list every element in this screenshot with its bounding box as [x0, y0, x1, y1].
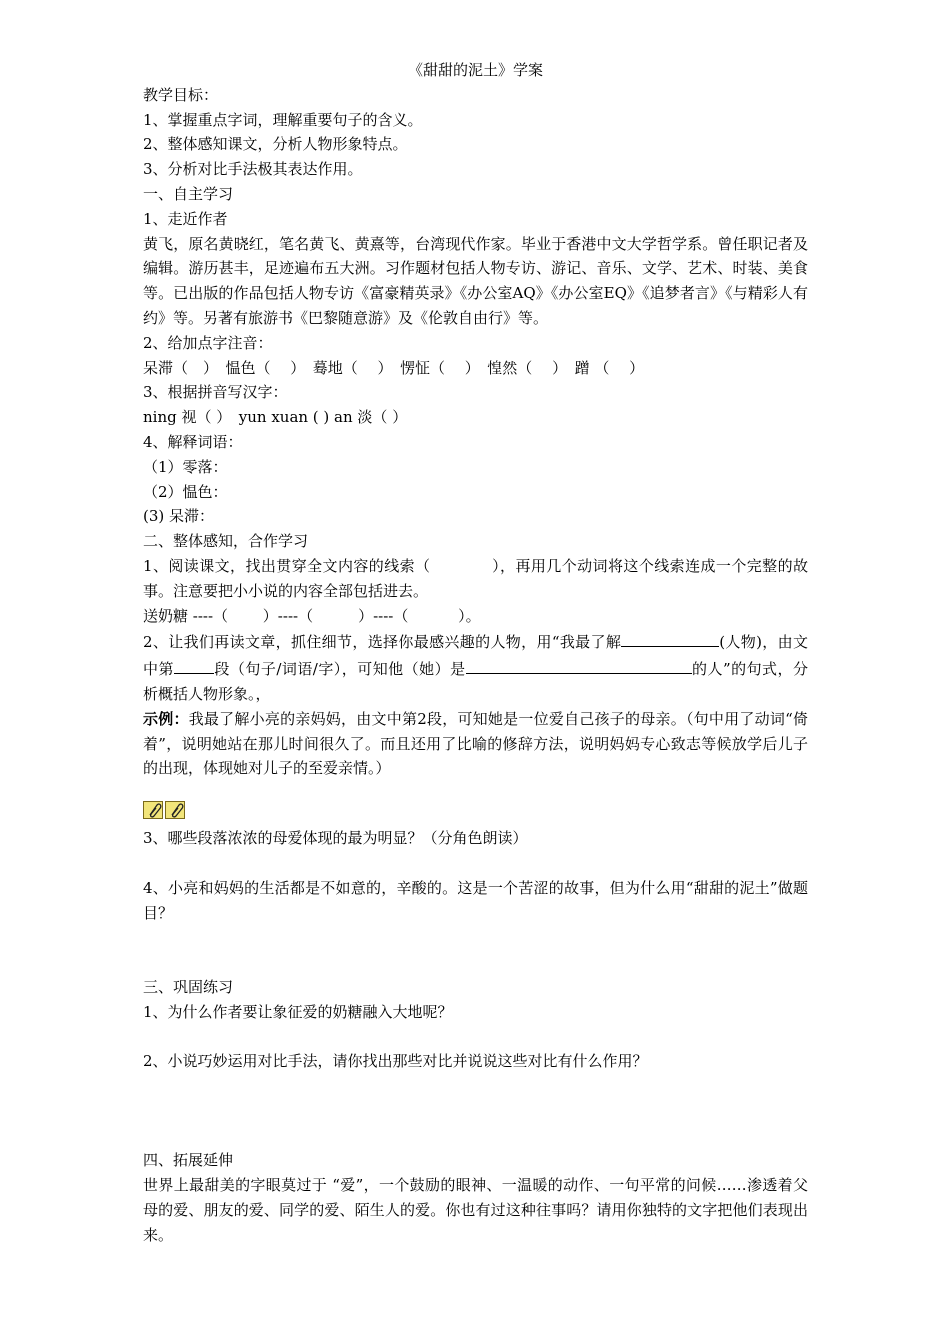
question-2-part: 2、让我们再读文章，抓住细节，选择你最感兴趣的人物，用“我最了解 — [143, 633, 622, 652]
objective-item: 1、掌握重点字词，理解重要句子的含义。 — [143, 110, 423, 129]
subsection-heading: 3、根据拼音写汉字： — [143, 383, 288, 402]
objectives-heading: 教学目标： — [143, 85, 219, 104]
objective-item: 3、分析对比手法极其表达作用。 — [143, 160, 363, 179]
example-text: 我最了解小亮的亲妈妈，由文中第2段，可知她是一位爱自己孩子的母亲。（句中用了动词“倚着”，说明她站在那儿时间很久了。而且还用了比喻的修辞方法，说明妈妈专心致志等候放学后儿子的出现，体现她对儿子的至爱亲情。） — [143, 709, 808, 778]
question-2-part: 段（句子/词语/字），可知他（她）是 — [213, 660, 466, 679]
answer-space — [143, 1099, 808, 1124]
section-heading: 二、整体感知，合作学习 — [143, 532, 309, 551]
subsection-heading: 1、走近作者 — [143, 209, 228, 228]
word-item: （1）零落： — [143, 457, 228, 476]
question-2-part: 的人”的句式，分析概括人物形象。， — [143, 660, 808, 703]
section-heading: 四、拓展延伸 — [143, 1151, 234, 1170]
answer-space — [143, 950, 808, 975]
pinyin-exercise: 呆滞（ ） 愠色（ ） 蓦地（ ） 愣怔（ ） 惶然（ ） 蹭 （ ） — [143, 358, 645, 377]
answer-space — [143, 925, 808, 950]
answer-space — [143, 851, 808, 876]
word-item: (3) 呆滞： — [143, 507, 215, 526]
author-bio: 黄飞，原名黄晓红，笔名黄飞、黄熹等，台湾现代作家。毕业于香港中文大学哲学系。曾任职记者及编辑。游历甚丰，足迹遍布五大洲。习作题材包括人物专访、游记、音乐、文学、艺术、时装、美食等。已出版的作品包括人物专访《富豪精英录》《办公室AQ》《办公室EQ》《追梦者言》《与精彩人有约》等。另著有旅游书《巴黎随意游》及《伦敦自由行》等。 — [143, 234, 808, 327]
question-2-part: (人物)，由文中第 — [143, 633, 808, 679]
answer-blank[interactable] — [466, 655, 692, 674]
document-page — [143, 58, 808, 1248]
answer-space — [143, 1024, 808, 1049]
example-label: 示例： — [143, 709, 189, 728]
section-heading: 三、巩固练习 — [143, 977, 234, 996]
section-heading: 一、自主学习 — [143, 184, 234, 203]
plot-chain: 送奶糖 ----（ ）----（ ）----（ ）。 — [143, 606, 481, 625]
example-paragraph — [143, 707, 808, 781]
attachment-icons — [143, 801, 808, 823]
extension-text: 世界上最甜美的字眼莫过于 “爱”，一个鼓励的眼神、一温暖的动作、一句平常的问候……渗透着父母的爱、朋友的爱、同学的爱、陌生人的爱。你也有过这种往事吗？请用你独特的文字把他们表现出来。 — [143, 1176, 808, 1244]
question-2 — [143, 628, 808, 706]
answer-blank[interactable] — [621, 628, 719, 647]
practice-question-1: 1、为什么作者要让象征爱的奶糖融入大地呢？ — [143, 1002, 453, 1021]
practice-question-2: 2、小说巧妙运用对比手法，请你找出那些对比并说说这些对比有什么作用？ — [143, 1052, 648, 1071]
document-title: 《甜甜的泥土》学案 — [407, 61, 543, 79]
hanzi-exercise: ning 视（ ） yun xuan ( ) an 淡（ ） — [143, 408, 408, 427]
objective-item: 2、整体感知课文，分析人物形象特点。 — [143, 135, 408, 154]
question-4: 4、小亮和妈妈的生活都是不如意的，辛酸的。这是一个苦涩的故事，但为什么用“甜甜的泥土”做题目？ — [143, 878, 808, 922]
answer-space — [143, 1124, 808, 1149]
answer-space — [143, 1074, 808, 1099]
subsection-heading: 2、给加点字注音： — [143, 333, 273, 352]
question-1: 1、阅读课文，找出贯穿全文内容的线索（ ），再用几个动词将这个线索连成一个完整的故事。注意要把小小说的内容全部包括进去。 — [143, 556, 808, 600]
answer-blank[interactable] — [174, 655, 214, 674]
word-item: （2）愠色： — [143, 482, 228, 501]
question-3: 3、哪些段落浓浓的母爱体现的最为明显？（分角色朗读） — [143, 829, 528, 848]
paperclip-icon[interactable] — [165, 801, 185, 819]
subsection-heading: 4、解释词语： — [143, 432, 243, 451]
paperclip-icon[interactable] — [143, 801, 163, 819]
